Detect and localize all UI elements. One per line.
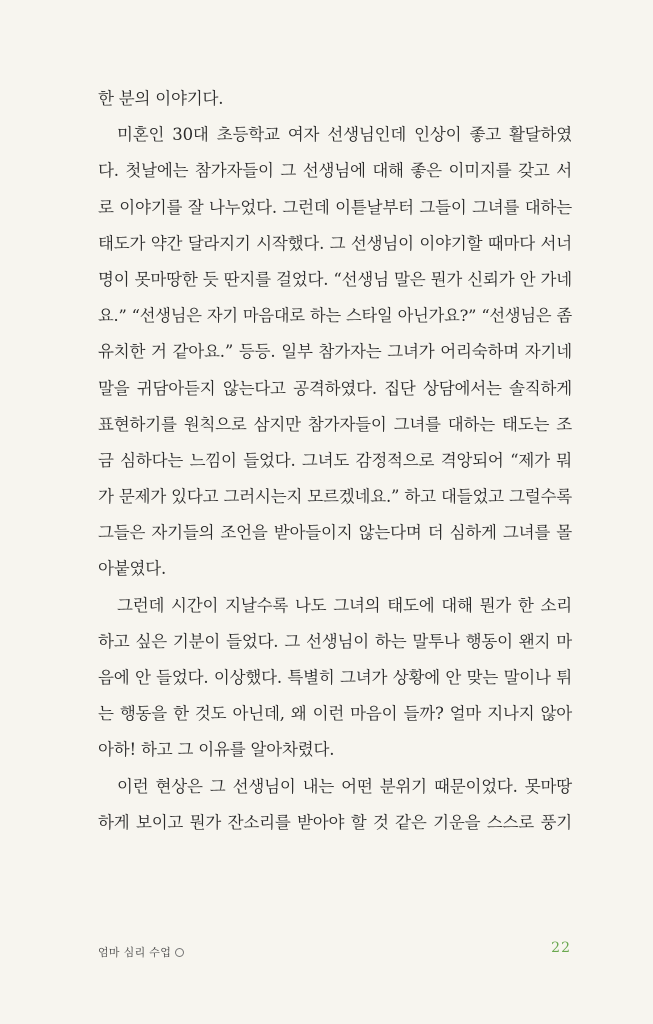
circle-ornament-icon [175,948,184,957]
text-line: 로 이야기를 잘 나누었다. 그런데 이튿날부터 그들이 그녀를 대하는 [98,197,572,217]
text-line: 말을 귀담아듣지 않는다고 공격하였다. 집단 상담에서는 솔직하게 [98,378,572,398]
text-line: 다. 첫날에는 참가자들이 그 선생님에 대해 좋은 이미지를 갖고 서 [98,161,572,181]
text-line: 한 분의 이야기다. [98,89,224,108]
running-footer [98,944,184,960]
text-line: 미혼인 30대 초등학교 여자 선생님인데 인상이 좋고 활달하였 [117,125,572,145]
text-line: 는 행동을 한 것도 아닌데, 왜 이런 마음이 들까? 얼마 지나지 않아 [98,704,572,724]
text-line: 명이 못마땅한 듯 딴지를 걸었다. “선생님 말은 뭔가 신뢰가 안 가네 [98,269,572,289]
text-line: 하게 보이고 뭔가 잔소리를 받아야 할 것 같은 기운을 스스로 풍기 [98,812,572,832]
body-text [98,81,572,841]
text-line: 요.” “선생님은 자기 마음대로 하는 스타일 아닌가요?” “선생님은 좀 [98,306,572,326]
text-line: 표현하기를 원칙으로 삼지만 참가자들이 그녀를 대하는 태도는 조 [98,414,572,434]
text-line: 유치한 거 같아요.” 등등. 일부 참가자는 그녀가 어리숙하며 자기네 [98,342,572,362]
text-line: 가 문제가 있다고 그러시는지 모르겠네요.” 하고 대들었고 그럴수록 [98,487,572,507]
text-line: 아하! 하고 그 이유를 알아차렸다. [98,740,335,760]
text-line: 그런데 시간이 지날수록 나도 그녀의 태도에 대해 뭔가 한 소리 [117,595,572,615]
text-line: 금 심하다는 느낌이 들었다. 그녀도 감정적으로 격앙되어 “제가 뭐 [98,450,572,470]
page-number: 22 [551,940,571,956]
text-line: 그들은 자기들의 조언을 받아들이지 않는다며 더 심하게 그녀를 몰 [98,523,572,543]
text-line: 태도가 약간 달라지기 시작했다. 그 선생님이 이야기할 때마다 서너 [98,233,572,253]
text-line: 아붙였다. [98,559,167,579]
book-title: 엄마 심리 수업 [98,946,172,959]
text-line: 음에 안 들었다. 이상했다. 특별히 그녀가 상황에 안 맞는 말이나 튀 [98,668,572,687]
text-line: 하고 싶은 기분이 들었다. 그 선생님이 하는 말투나 행동이 왠지 마 [98,631,572,651]
text-line: 이런 현상은 그 선생님이 내는 어떤 분위기 때문이었다. 못마땅 [117,776,572,796]
